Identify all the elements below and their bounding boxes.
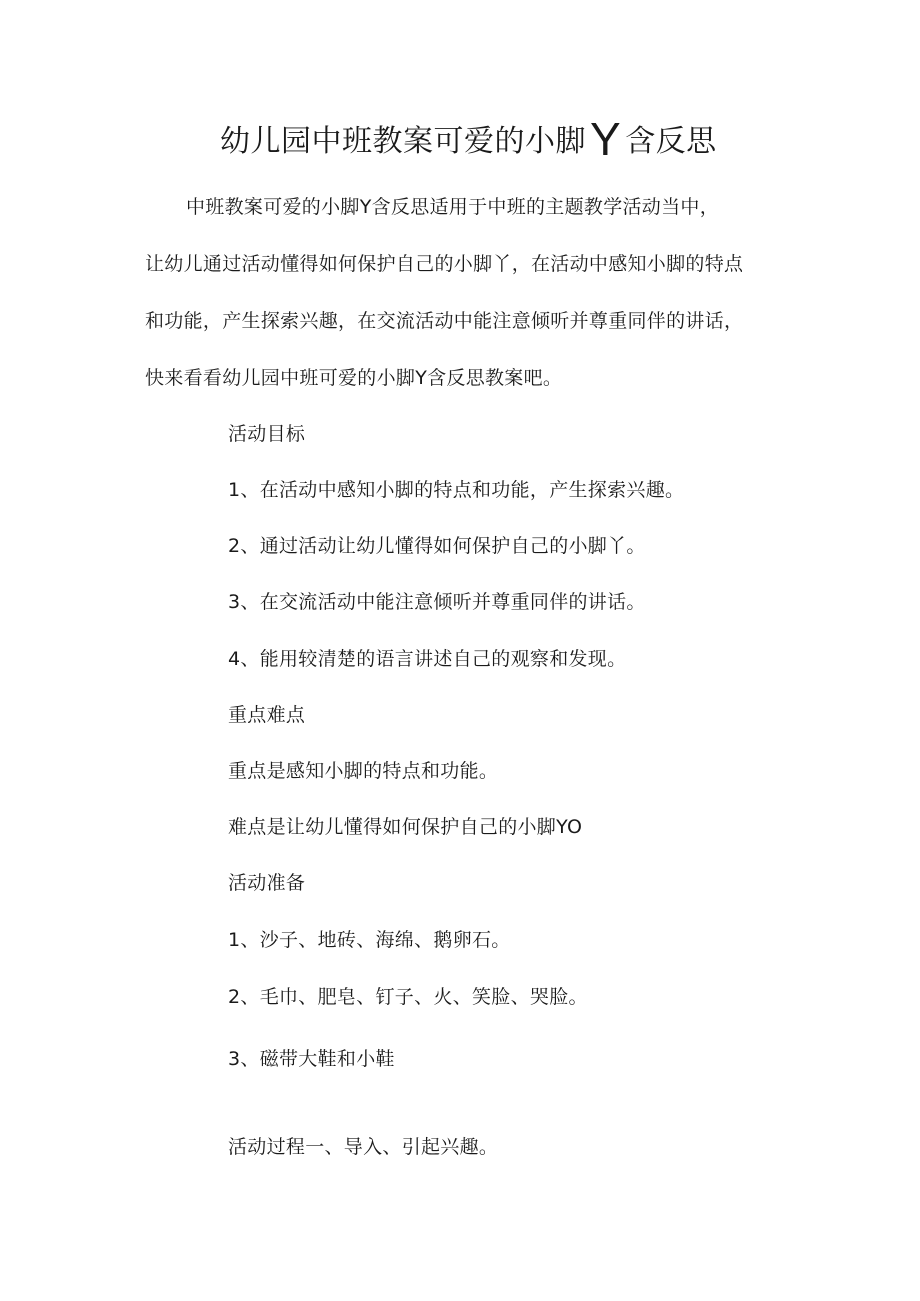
goal-item-3: 3、在交流活动中能注意倾听并尊重同伴的讲话。 [228,591,646,613]
key-point: 重点是感知小脚的特点和功能。 [228,760,499,782]
heading-activity-process: 活动过程一、导入、引起兴趣。 [228,1136,499,1158]
intro-line-3: 和功能，产生探索兴趣，在交流活动中能注意倾听并尊重同伴的讲话， [145,310,744,332]
heading-key-difficulties: 重点难点 [228,704,306,726]
intro-line-1: 中班教案可爱的小脚Y含反思适用于中班的主题教学活动当中， [186,196,720,218]
goal-item-4: 4、能用较清楚的语言讲述自己的观察和发现。 [228,648,627,670]
heading-activity-goals: 活动目标 [228,423,306,445]
goal-item-1: 1、在活动中感知小脚的特点和功能，产生探索兴趣。 [228,479,685,501]
preparation-item-3: 3、磁带大鞋和小鞋 [228,1048,395,1070]
title-text-part2: 含反思 [625,124,717,159]
difficult-point: 难点是让幼儿懂得如何保护自己的小脚YO [228,816,583,838]
heading-preparation: 活动准备 [228,872,306,894]
intro-line-2: 让幼儿通过活动懂得如何保护自己的小脚丫，在活动中感知小脚的特点 [145,253,744,275]
goal-item-2: 2、通过活动让幼儿懂得如何保护自己的小脚丫。 [228,535,646,557]
intro-line-4: 快来看看幼儿园中班可爱的小脚Y含反思教案吧。 [145,367,563,389]
document-title [220,112,717,166]
preparation-item-2: 2、毛巾、肥皂、钉子、火、笑脸、哭脸。 [228,986,588,1008]
preparation-item-1: 1、沙子、地砖、海绵、鹅卵石。 [228,929,511,951]
title-letter-y: Y [590,113,622,165]
title-text-part1: 幼儿园中班教案可爱的小脚 [220,124,586,159]
